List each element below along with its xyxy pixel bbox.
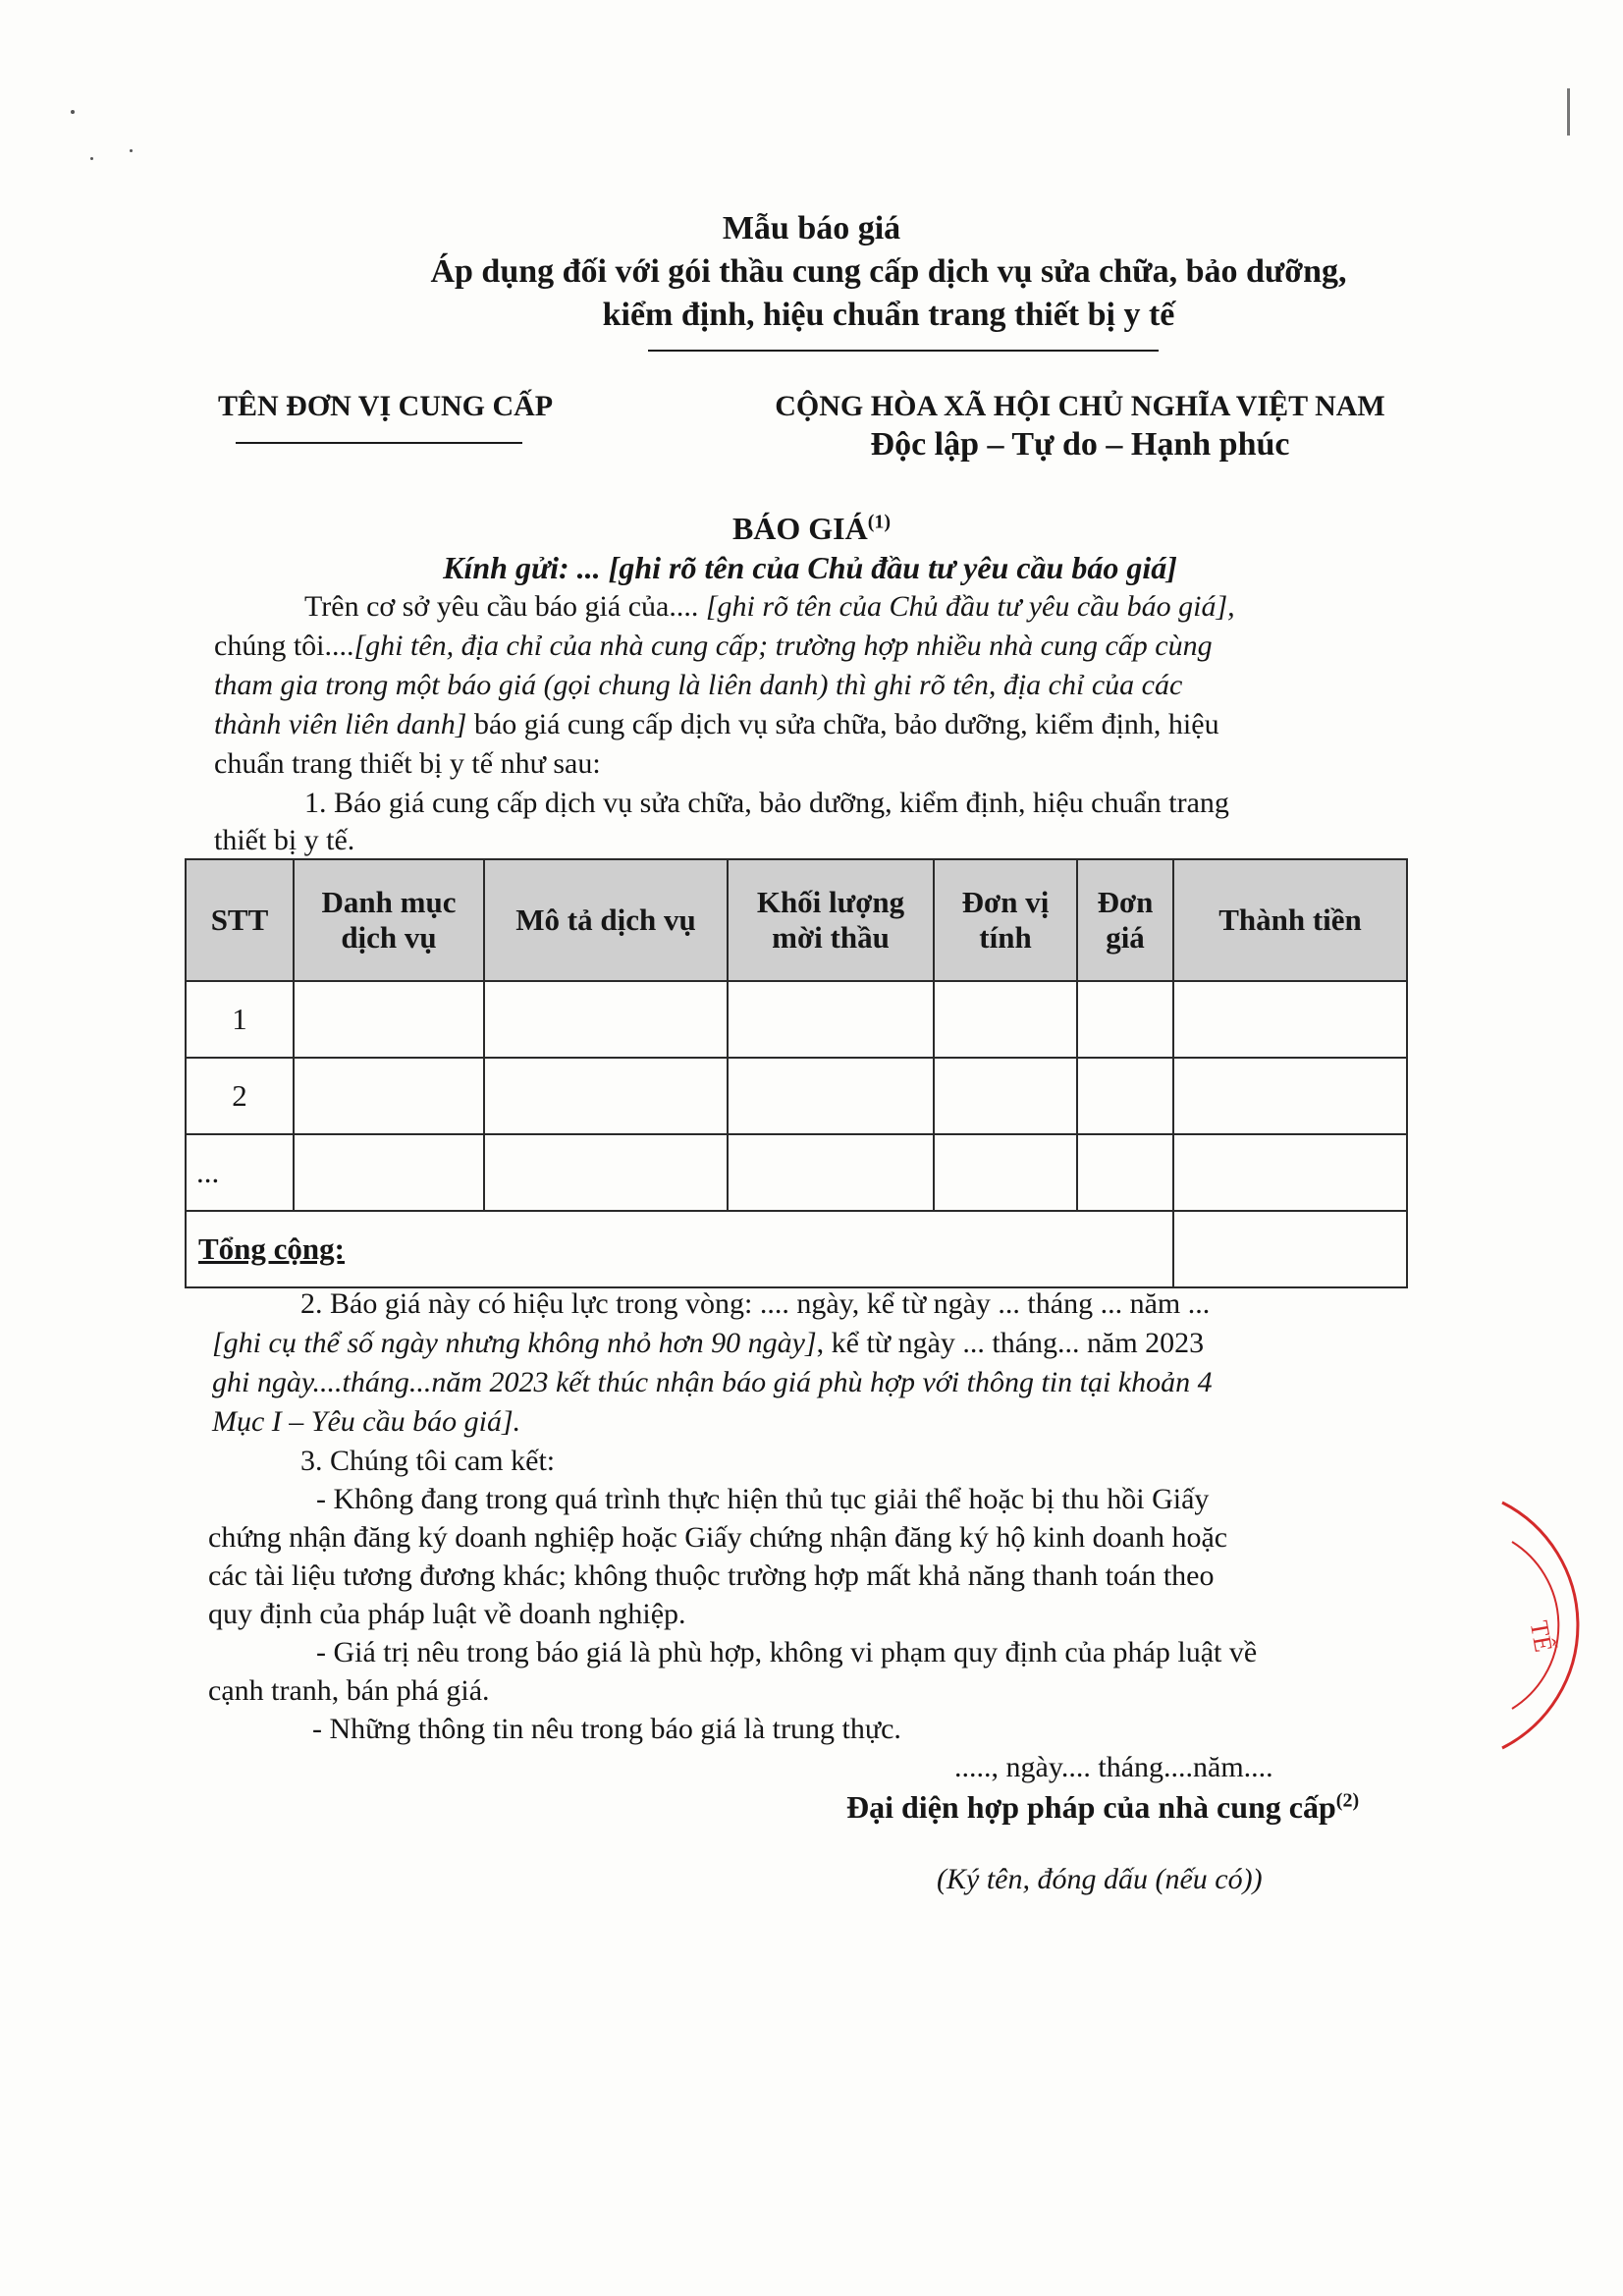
col-category-l2: dịch vụ bbox=[341, 920, 437, 955]
section2-line3: ghi ngày....tháng...năm 2023 kết thúc nhận báo giá phù hợp với thông tin tại khoản 4 bbox=[212, 1366, 1213, 1398]
table-cell bbox=[1077, 981, 1173, 1058]
col-quantity bbox=[728, 859, 934, 981]
table-cell bbox=[934, 1134, 1077, 1211]
intro-text: Trên cơ sở yêu cầu báo giá của.... bbox=[304, 590, 699, 623]
intro-line1 bbox=[304, 587, 1235, 627]
table-cell bbox=[294, 1058, 484, 1134]
signature-date: ....., ngày.... tháng....năm.... bbox=[954, 1751, 1273, 1783]
section2-line4: Mục I – Yêu cầu báo giá]. bbox=[212, 1405, 521, 1438]
doc-title bbox=[0, 509, 1623, 548]
table-cell bbox=[1173, 981, 1407, 1058]
section1-line2: thiết bị y tế. bbox=[214, 824, 355, 856]
row-index: 1 bbox=[186, 981, 294, 1058]
table-row bbox=[186, 1134, 1407, 1211]
col-quantity-l2: mời thầu bbox=[772, 920, 890, 955]
intro-line3: tham gia trong một báo giá (gọi chung là liên danh) thì ghi rõ tên, địa chỉ của các bbox=[214, 669, 1183, 701]
commitment2-line1: - Giá trị nêu trong báo giá là phù hợp, không vi phạm quy định của pháp luật về bbox=[316, 1636, 1258, 1668]
table-cell bbox=[1077, 1058, 1173, 1134]
col-price-l1: Đơn bbox=[1097, 885, 1154, 919]
commitment2-line2: cạnh tranh, bán phá giá. bbox=[208, 1674, 490, 1707]
row-index: 2 bbox=[186, 1058, 294, 1134]
intro-placeholder: [ghi rõ tên của Chủ đầu tư yêu cầu báo giá], bbox=[698, 590, 1235, 623]
scan-speck bbox=[90, 157, 93, 160]
section2-line2 bbox=[212, 1324, 1204, 1363]
signature-title-text: Đại diện hợp pháp của nhà cung cấp bbox=[846, 1789, 1336, 1825]
table-cell bbox=[484, 1058, 728, 1134]
section3-heading: 3. Chúng tôi cam kết: bbox=[300, 1445, 556, 1477]
intro-text: báo giá cung cấp dịch vụ sửa chữa, bảo dưỡng, kiểm định, hiệu bbox=[466, 708, 1219, 740]
signature-title-note: (2) bbox=[1335, 1789, 1360, 1812]
intro-line5: chuẩn trang thiết bị y tế như sau: bbox=[214, 747, 601, 780]
intro-text: chúng tôi.... bbox=[214, 629, 354, 662]
scan-mark bbox=[1567, 88, 1570, 136]
section2-text: , kể từ ngày ... tháng... năm 2023 bbox=[816, 1327, 1205, 1359]
recipient-line: Kính gửi: ... [ghi rõ tên của Chủ đầu tư yêu cầu báo giá] bbox=[443, 550, 1177, 585]
table-cell bbox=[294, 1134, 484, 1211]
table-cell bbox=[294, 981, 484, 1058]
commitment1-line1: - Không đang trong quá trình thực hiện thủ tục giải thể hoặc bị thu hồi Giấy bbox=[316, 1483, 1210, 1515]
table-cell bbox=[728, 981, 934, 1058]
signature-note: (Ký tên, đóng dấu (nếu có)) bbox=[937, 1863, 1263, 1895]
scan-speck bbox=[130, 149, 133, 152]
table-cell bbox=[1173, 1058, 1407, 1134]
table-row bbox=[186, 981, 1407, 1058]
col-description: Mô tả dịch vụ bbox=[484, 859, 728, 981]
table-cell bbox=[484, 1134, 728, 1211]
doc-title-note: (1) bbox=[867, 511, 892, 533]
table-cell bbox=[934, 1058, 1077, 1134]
row-index: ... bbox=[186, 1134, 294, 1211]
col-category bbox=[294, 859, 484, 981]
scan-speck bbox=[71, 110, 75, 114]
col-unit bbox=[934, 859, 1077, 981]
nation-motto: Độc lập – Tự do – Hạnh phúc bbox=[870, 426, 1290, 463]
total-value bbox=[1173, 1211, 1407, 1287]
total-label: Tổng cộng: bbox=[186, 1211, 1173, 1287]
form-title: Mẫu báo giá bbox=[722, 210, 901, 246]
table-cell bbox=[934, 981, 1077, 1058]
table-cell bbox=[1173, 1134, 1407, 1211]
supplier-label: TÊN ĐƠN VỊ CUNG CẤP bbox=[218, 390, 554, 422]
form-subtitle-line1: Áp dụng đối với gói thầu cung cấp dịch vụ sửa chữa, bảo dưỡng, bbox=[430, 253, 1347, 290]
quote-table bbox=[185, 858, 1408, 1288]
table-cell bbox=[728, 1134, 934, 1211]
table-cell bbox=[484, 981, 728, 1058]
intro-placeholder: thành viên liên danh] bbox=[214, 708, 467, 740]
commitment3: - Những thông tin nêu trong báo giá là trung thực. bbox=[312, 1713, 901, 1745]
intro-placeholder: [ghi tên, địa chỉ của nhà cung cấp; trường hợp nhiều nhà cung cấp cùng bbox=[353, 629, 1213, 662]
stamp-text: TẾ bbox=[1524, 1618, 1558, 1655]
commitment1-line2: chứng nhận đăng ký doanh nghiệp hoặc Giấy chứng nhận đăng ký hộ kinh doanh hoặc bbox=[208, 1521, 1228, 1554]
supplier-underline bbox=[236, 442, 522, 444]
title-underline bbox=[648, 350, 1159, 352]
table-total-row bbox=[186, 1211, 1407, 1287]
intro-line2 bbox=[214, 627, 1213, 666]
section1-line1: 1. Báo giá cung cấp dịch vụ sửa chữa, bảo dưỡng, kiểm định, hiệu chuẩn trang bbox=[304, 787, 1229, 819]
col-category-l1: Danh mục bbox=[321, 885, 457, 919]
table-cell bbox=[728, 1058, 934, 1134]
table-header-row bbox=[186, 859, 1407, 981]
col-unit-l1: Đơn vị bbox=[961, 885, 1050, 919]
col-stt: STT bbox=[186, 859, 294, 981]
col-quantity-l1: Khối lượng bbox=[756, 885, 905, 919]
red-stamp bbox=[1473, 1483, 1623, 1768]
col-amount: Thành tiền bbox=[1173, 859, 1407, 981]
section2-line1: 2. Báo giá này có hiệu lực trong vòng: .... ngày, kể từ ngày ... tháng ... năm ... bbox=[300, 1287, 1211, 1320]
col-price bbox=[1077, 859, 1173, 981]
signature-title bbox=[846, 1787, 1359, 1827]
form-subtitle-line2: kiểm định, hiệu chuẩn trang thiết bị y tế bbox=[602, 297, 1175, 333]
table-row bbox=[186, 1058, 1407, 1134]
section2-placeholder: [ghi cụ thể số ngày nhưng không nhỏ hơn 90 ngày] bbox=[212, 1327, 817, 1359]
commitment1-line3: các tài liệu tương đương khác; không thuộc trường hợp mất khả năng thanh toán theo bbox=[208, 1559, 1215, 1592]
col-unit-l2: tính bbox=[979, 920, 1032, 955]
nation-name: CỘNG HÒA XÃ HỘI CHỦ NGHĨA VIỆT NAM bbox=[775, 390, 1385, 422]
doc-title-text: BÁO GIÁ bbox=[731, 511, 868, 546]
intro-line4 bbox=[214, 705, 1219, 744]
commitment1-line4: quy định của pháp luật về doanh nghiệp. bbox=[208, 1598, 686, 1630]
col-price-l2: giá bbox=[1106, 920, 1145, 955]
table-cell bbox=[1077, 1134, 1173, 1211]
